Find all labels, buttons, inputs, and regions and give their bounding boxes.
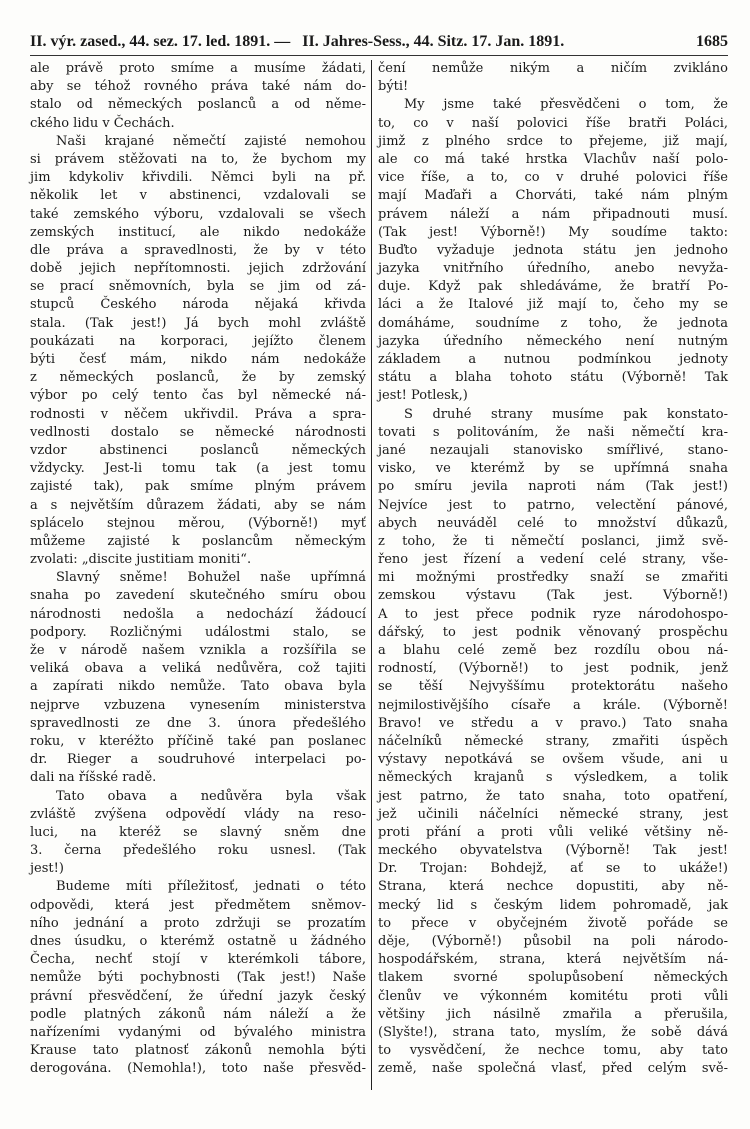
text-line: době jejich nepřítomnosti. jejich zdržování: [30, 261, 366, 277]
text-line: děje, (Výborně!) působil na poli národo-: [378, 934, 728, 949]
text-line: a s největším důrazem žádati, aby se nám: [30, 497, 366, 513]
paragraph: [30, 788, 366, 879]
header-czech: II. výr. zased., 44. sez. 17. led. 1891. —: [30, 33, 291, 50]
paragraph: [378, 96, 728, 405]
text-line: stalo od německých poslanců a od něme-: [30, 97, 366, 113]
text-line: výbor po celý tento čas byl německé ná-: [30, 388, 366, 404]
text-line: býti česť mám, nikdo nám nedokáže: [30, 352, 366, 367]
text-line: jest patrno, že tato snaha, toto opatření,: [378, 788, 728, 804]
text-line: několik let v abstinenci, vzdalovali se: [30, 188, 366, 204]
text-line: vedlnosti dostalo se německé národnosti: [30, 424, 366, 440]
text-line: zvolati: „discite justitiam moniti“.: [30, 552, 252, 568]
paragraph: [30, 569, 366, 787]
text-line: Buďto vyžaduje jednota státu jen jednoho: [378, 242, 728, 258]
text-line: vždycky. Jest-li tomu tak (a jest tomu: [30, 461, 366, 477]
text-line: Bravo! ve středu a v pravo.) Tato snaha: [378, 715, 728, 731]
text-line: vice říše, a to, co v druhé polovici říše: [378, 170, 728, 186]
text-line: státu a blaha tohoto státu (Výborně! Tak: [378, 370, 728, 386]
text-line: to vysvědčení, že nechce tomu, aby tato: [378, 1043, 728, 1059]
text-line: mají Maďaři a Chorváti, také nám plným: [378, 188, 728, 204]
text-line: odpovědi, která jest předmětem sněmov-: [30, 897, 366, 913]
text-line: výstavy nepotkává se ovšem všude, ani u: [378, 752, 728, 768]
text-line: láci a že Italové již mají to, čeho my se: [378, 297, 728, 313]
text-line: náčelníků německé strany, zmařiti úspěch: [378, 733, 728, 749]
text-line: S druhé strany musíme pak konstato-: [404, 406, 728, 422]
text-line: tlakem svorné spolupůsobení německých: [378, 970, 728, 986]
paragraph: [30, 133, 366, 570]
text-line: zemských institucí, ale nikdo nedokáže: [30, 224, 366, 240]
text-line: podle platných zákonů nám náleží a že: [30, 1006, 366, 1022]
text-line: můžeme zajisté k poslancům německým: [30, 533, 366, 549]
text-line: řeno jest řízení a vedení celé strany, vše-: [378, 552, 728, 568]
text-line: ckého lidu v Čechách.: [30, 115, 175, 131]
page-number: 1685: [696, 33, 728, 50]
text-line: abych neuváděl celé to množství důkazů,: [378, 515, 728, 531]
text-line: mecký lid s českým lidem pohromadě, jak: [378, 897, 728, 913]
text-line: mi možnými prostředky snaží se zmařiti: [378, 570, 728, 586]
text-line: nemůže býti pochybnosti (Tak jest!) Naše: [30, 970, 366, 986]
text-line: Naši krajané němečtí zajisté nemohou: [56, 133, 366, 149]
text-line: dali na říšské radě.: [30, 770, 157, 786]
text-line: ního jednání a proto zdržuji se prozatím: [30, 915, 366, 931]
text-line: rodností, (Výborně!) to jest podnik, jenž: [378, 661, 728, 677]
paragraph: [30, 878, 366, 1078]
text-line: aby se téhož rovného práva také nám do-: [30, 79, 366, 95]
text-line: (Tak jest! Výborně!) My soudíme takto:: [378, 224, 728, 240]
text-line: jež učinili náčelníci německé strany, jest: [378, 806, 728, 822]
text-line: právem náleží a nám připadnouti musí.: [378, 206, 728, 222]
text-line: Dr. Trojan: Bohdejž, ať se to ukáže!): [378, 861, 728, 877]
text-line: z toho, že ti němečtí poslanci, jimž svě-: [378, 533, 728, 549]
text-line: to přece v obyčejném životě pořáde se: [378, 915, 728, 931]
text-line: Nejvíce jest to patrno, velectění pánové,: [378, 497, 728, 513]
right-column: [378, 60, 728, 1079]
text-line: se prací sněmovních, byla se jim od zá-: [30, 279, 366, 295]
text-line: stala. (Tak jest!) Já bych mohl zvláště: [30, 315, 366, 331]
text-line: že v národě našem vznikla a rozšířila se: [30, 643, 366, 658]
text-line: nejprve vzbuzena vynesením ministerstva: [30, 697, 366, 713]
text-line: čení nemůže nikým a ničím zvikláno: [378, 61, 728, 76]
text-line: a blahu celé země bez rozdílu obou ná-: [378, 643, 728, 658]
text-line: většiny jich násilně zmařila a přerušila,: [378, 1006, 728, 1022]
text-line: Budeme míti příležitosť, jednati o této: [56, 879, 366, 895]
text-line: domáháme, soudníme z toho, že jednota: [378, 315, 728, 331]
text-line: My jsme také přesvědčeni o tom, že: [404, 97, 728, 113]
text-line: jim kdykoliv křivdili. Němci byli na př.: [30, 170, 366, 186]
text-line: Slavný sněme! Bohužel naše upřímná: [56, 570, 366, 586]
text-line: také zemského výboru, vzdalovali se všech: [30, 206, 366, 222]
paragraph: [30, 60, 366, 133]
text-line: roku, v kteréžto příčině také pan poslanec: [30, 733, 366, 749]
text-line: visko, ve kterémž by se upřímná snaha: [378, 461, 728, 477]
text-line: jazyka vnitřního úředního, anebo nevyža-: [378, 261, 728, 277]
text-line: hospodářském, strana, která největším ná-: [378, 952, 728, 968]
text-line: právní přesvědčení, že úřední jazyk český: [30, 988, 366, 1004]
text-line: tovati s politováním, že naši němečtí kra-: [378, 424, 728, 440]
text-line: duje. Když pak shledáváme, že bratří Po-: [378, 279, 728, 295]
text-line: nařízeními vydanými od bývalého ministra: [30, 1024, 366, 1040]
text-line: jazyka úředního německého není nutným: [378, 333, 728, 349]
text-line: dle práva a spravedlnosti, že by v této: [30, 242, 366, 258]
text-line: derogována. (Nemohla!), toto naše přesvěd-: [30, 1061, 366, 1077]
text-line: podpory. Rozličnými událostmi stalo, se: [30, 624, 366, 640]
text-line: a zapírati nikdo nemůže. Tato obava byla: [30, 679, 366, 695]
text-line: jané nezaujali stanovisko smířlivé, stano-: [378, 442, 728, 458]
text-line: německých krajanů s výsledkem, a tolik: [378, 770, 728, 786]
text-line: veliká obava a veliká nedůvěra, což tajiti: [30, 661, 366, 677]
text-line: spravedlnosti ze dne 3. února předešlého: [30, 715, 366, 731]
text-line: zajisté tak), pak smíme plným právem: [30, 479, 366, 495]
text-line: země, naše společná vlasť, před celým svě-: [378, 1061, 728, 1077]
text-line: Strana, která nechce dopustiti, aby ně-: [378, 879, 728, 895]
text-line: z německých poslanců, že by zemský: [30, 370, 366, 386]
text-line: nejmilostivějšího císaře a krále. (Výborně!: [378, 697, 728, 713]
text-line: zvláště zvýšena odpovědí vlády na reso-: [30, 806, 366, 822]
text-line: zemskou výstavu (Tak jest. Výborně!): [378, 588, 728, 604]
paragraph: [378, 406, 728, 1079]
text-line: býti!: [378, 79, 409, 95]
text-line: 3. černa předešlého roku usnesl. (Tak: [30, 843, 366, 859]
text-line: rodnosti v něčem ukřivdil. Práva a spra-: [30, 406, 366, 422]
text-line: vzdor abstinenci poslanců německých: [30, 442, 366, 458]
column-divider: [371, 60, 372, 1090]
text-line: ale právě proto smíme a musíme žádati,: [30, 61, 366, 76]
text-line: stupců Českého národa nějaká křivda: [30, 297, 366, 313]
text-line: meckého obyvatelstva (Výborně! Tak jest!: [378, 843, 728, 859]
text-line: po smíru jevila naproti nám (Tak jest!): [378, 479, 728, 495]
text-line: poukázati na korporaci, jejížto členem: [30, 333, 366, 349]
text-line: proti přání a proti vůli veliké většiny ně-: [378, 824, 728, 840]
header-german: II. Jahres-Sess., 44. Sitz. 17. Jan. 1891.: [302, 33, 565, 50]
text-line: dr. Rieger a soudruhové interpelaci po-: [30, 752, 366, 768]
running-header: [30, 33, 728, 56]
text-line: (Slyšte!), strana tato, myslím, že sobě dává: [378, 1024, 728, 1040]
text-line: se těší Nejvyššímu protektorátu našeho: [378, 679, 728, 695]
text-line: národnosti nedošla a nedochází žádoucí: [30, 606, 366, 622]
text-line: luci, na kteréž se slavný sněm dne: [30, 824, 366, 840]
left-column: [30, 60, 366, 1079]
text-line: základem a nutnou podmínkou jednoty: [378, 352, 728, 367]
text-line: splácelo stejnou měrou, (Výborně!) myť: [30, 515, 366, 531]
text-line: to, co v naší polovici říše bratři Poláci,: [378, 115, 728, 131]
text-line: Tato obava a nedůvěra byla však: [56, 788, 366, 804]
paragraph: [378, 60, 728, 96]
text-line: dnes úsudku, o kterémž ostatně u žádného: [30, 934, 366, 949]
text-line: Čecha, nechť stojí v kterémkoli tábore,: [30, 952, 366, 968]
text-line: členův ve výkonném komitétu proti vůli: [378, 988, 728, 1004]
text-line: jest!): [30, 861, 64, 877]
text-line: snaha po zavedení skutečného smíru obou: [30, 588, 366, 604]
text-line: jest! Potlesk,): [378, 388, 468, 404]
text-line: dářský, to jest podnik věnovaný prospěchu: [378, 624, 728, 640]
text-line: A to jest přece podnik ryze národohospo-: [378, 606, 728, 622]
text-line: Krause tato platnosť zákonů nemohla býti: [30, 1043, 366, 1059]
text-line: ale co má také hrstka Vlachův naší polo-: [378, 151, 728, 167]
text-line: jimž z plného srdce to přejeme, již mají,: [378, 133, 728, 149]
text-line: si právem stěžovati na to, že bychom my: [30, 151, 366, 167]
